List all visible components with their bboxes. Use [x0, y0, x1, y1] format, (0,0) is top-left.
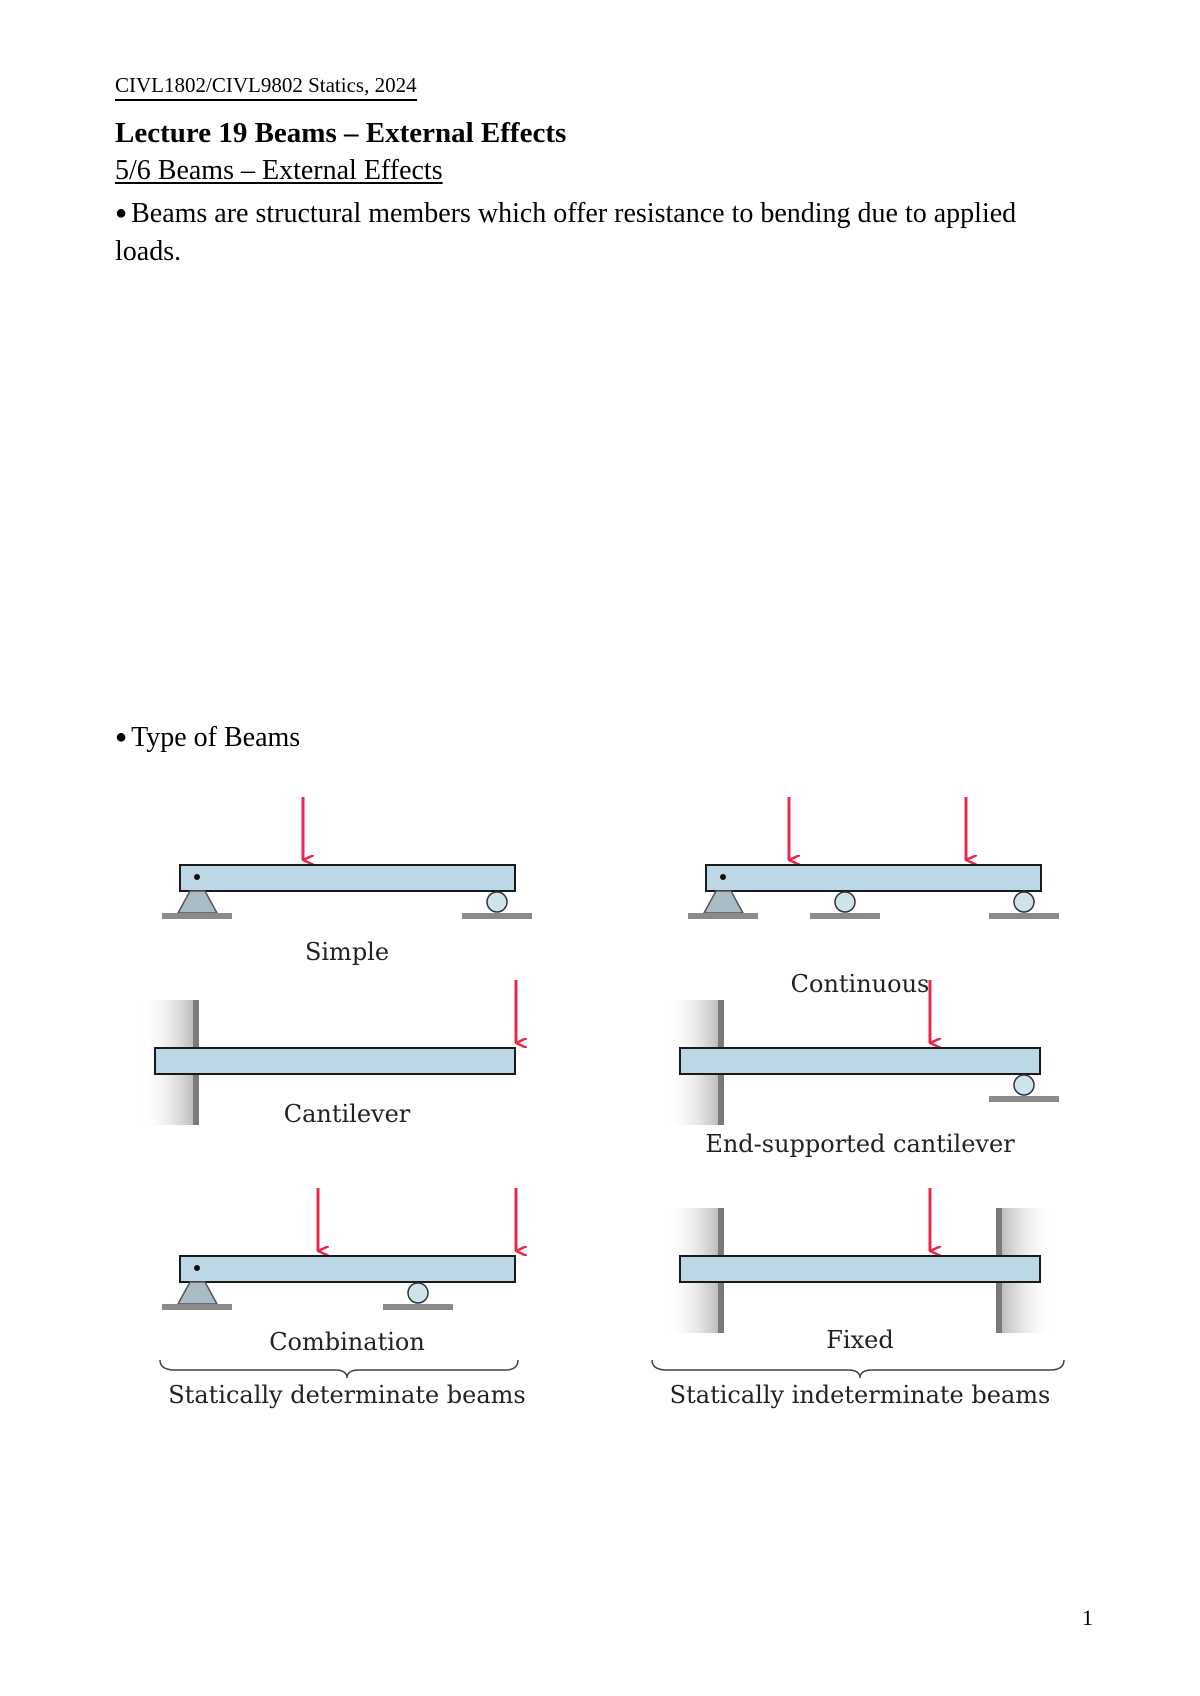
ground: [989, 1096, 1059, 1102]
beam: [180, 865, 515, 891]
label-cantilever: Cantilever: [283, 1100, 411, 1128]
label-combination: Combination: [269, 1328, 425, 1356]
roller-support-icon: [1014, 1075, 1034, 1095]
roller-support-icon: [1014, 892, 1034, 912]
beam: [155, 1048, 515, 1074]
label-continuous: Continuous: [790, 970, 930, 998]
ground: [810, 913, 880, 919]
types-text: Type of Beams: [131, 722, 301, 753]
pin-dot: [194, 874, 200, 880]
fixed-beam-diagram: [665, 1188, 1055, 1354]
bullet-paragraph-definition: [115, 194, 1075, 271]
label-indeterminate: Statically indeterminate beams: [669, 1381, 1051, 1409]
ground: [989, 913, 1059, 919]
continuous-beam-diagram: [688, 797, 1059, 998]
label-simple: Simple: [304, 938, 390, 966]
lecture-title: Lecture 19 Beams – External Effects: [115, 117, 567, 149]
course-header: CIVL1802/CIVL9802 Statics, 2024: [115, 72, 417, 101]
bullet-paragraph-types: [115, 720, 300, 755]
simple-beam-diagram: [162, 797, 532, 966]
pin-support-icon: [178, 1282, 217, 1304]
definition-text: Beams are structural members which offer resistance to bending due to applied loads.: [115, 198, 1017, 267]
bullet-icon: ●: [115, 202, 128, 224]
roller-support-icon: [835, 892, 855, 912]
section-heading: 5/6 Beams – External Effects: [115, 155, 443, 186]
ground: [162, 913, 232, 919]
label-end-supported: End-supported cantilever: [705, 1130, 1015, 1158]
combination-beam-diagram: [162, 1188, 516, 1356]
brace-determinate: [160, 1360, 518, 1378]
beam: [680, 1256, 1040, 1282]
pin-dot: [720, 874, 726, 880]
page-number: 1: [1082, 1605, 1093, 1630]
bullet-icon: ●: [115, 726, 128, 748]
beam: [706, 865, 1041, 891]
ground: [462, 913, 532, 919]
label-determinate: Statically determinate beams: [168, 1381, 526, 1409]
ground: [688, 913, 758, 919]
ground: [162, 1304, 232, 1310]
beam: [680, 1048, 1040, 1074]
roller-support-icon: [408, 1283, 428, 1303]
label-fixed: Fixed: [826, 1326, 894, 1354]
pin-support-icon: [704, 891, 743, 913]
pin-dot: [194, 1265, 200, 1271]
beam-types-figure: [0, 760, 1200, 1420]
end-supported-cantilever-diagram: [665, 980, 1059, 1158]
pin-support-icon: [178, 891, 217, 913]
roller-support-icon: [487, 892, 507, 912]
beam: [180, 1256, 515, 1282]
brace-indeterminate: [652, 1360, 1064, 1378]
cantilever-beam-diagram: [140, 980, 516, 1128]
ground: [383, 1304, 453, 1310]
